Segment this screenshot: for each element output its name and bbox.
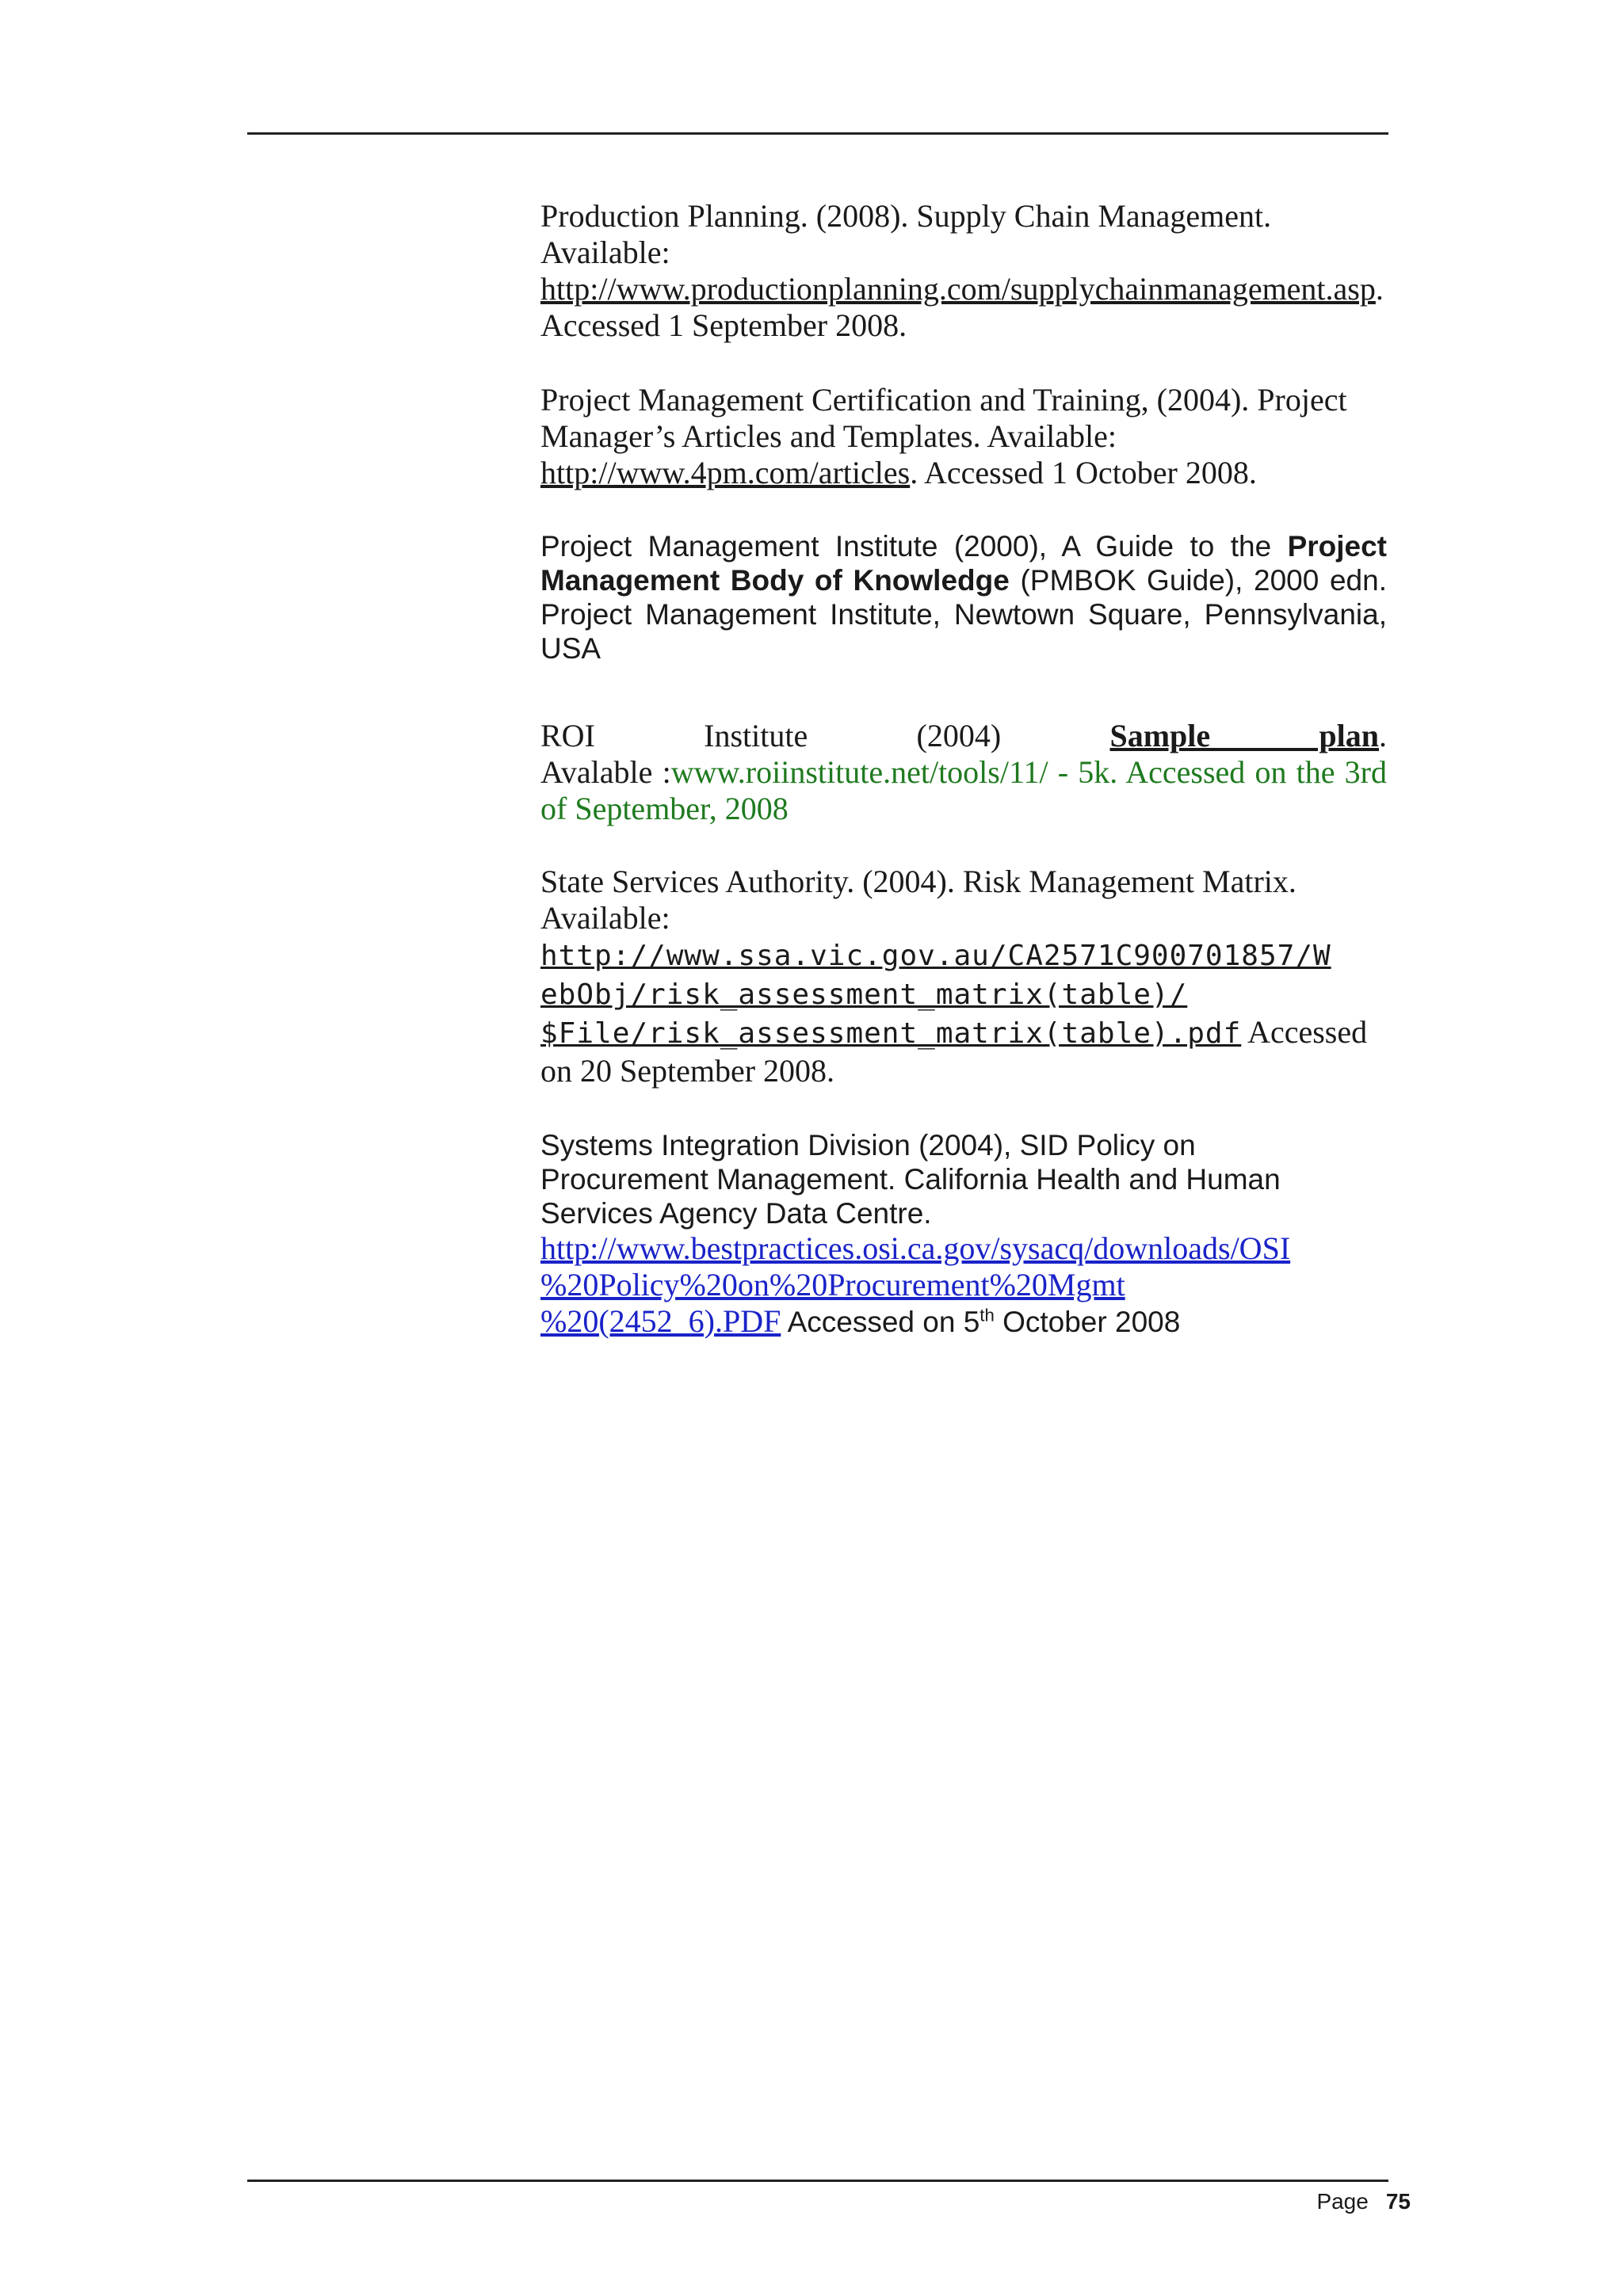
reference-pm-certification	[540, 382, 1387, 491]
reference-text: Project Management Certification and Training, (2004). Project Manager’s Articles and Templates. Available:	[540, 382, 1347, 454]
reference-tail: Accessed on 20 September 2008.	[540, 1014, 1368, 1089]
reference-tail-sup: th	[980, 1305, 995, 1325]
page-label: Page	[1316, 2189, 1369, 2214]
reference-link-line1[interactable]: http://www.ssa.vic.gov.au/CA2571C900701857/W	[540, 940, 1331, 972]
reference-tail	[781, 1306, 1180, 1338]
reference-pmi	[540, 529, 1387, 666]
reference-green-text: www.roiinstitute.net/tools/11/ - 5k. Accessed on the 3rd of September, 2008	[540, 754, 1387, 826]
reference-title-link[interactable]: Sample plan	[1109, 718, 1380, 753]
reference-title: Project Management Body of Knowledge	[540, 530, 1387, 597]
reference-tail-after: October 2008	[994, 1306, 1181, 1338]
reference-sid	[540, 1128, 1387, 1340]
reference-tail: . Accessed 1 September 2008.	[540, 271, 1384, 343]
reference-text: Project Management Institute (2000), A Guide to the	[540, 530, 1288, 563]
reference-link-line2[interactable]: ebObj/risk_assessment_matrix(table)/	[540, 978, 1188, 1011]
reference-available-label: Avalable :	[540, 754, 671, 790]
page-number: 75	[1385, 2189, 1411, 2214]
reference-tail: . Accessed 1 October 2008.	[910, 455, 1257, 490]
reference-text: Systems Integration Division (2004), SID Policy on Procurement Management. California Health and Human Services Agency Data Centre.	[540, 1129, 1281, 1230]
reference-link-line1[interactable]: http://www.bestpractices.osi.ca.gov/sysacq/downloads/OSI	[540, 1230, 1291, 1266]
reference-link-line3[interactable]: %20(2452_6).PDF	[540, 1303, 781, 1339]
reference-text: Production Planning. (2008). Supply Chain Management. Available:	[540, 198, 1272, 270]
reference-author: ROI	[540, 718, 595, 753]
reference-roi-line1	[540, 718, 1387, 754]
reference-tail-before: Accessed on 5	[781, 1306, 980, 1338]
reference-sid-links	[540, 1230, 1387, 1340]
reference-roi-line2	[540, 754, 1387, 827]
reference-text: State Services Authority. (2004). Risk Management Matrix. Available:	[540, 864, 1296, 936]
reference-link[interactable]: http://www.4pm.com/articles	[540, 455, 911, 490]
reference-link[interactable]: http://www.productionplanning.com/supplychainmanagement.asp	[540, 271, 1376, 307]
reference-production-planning	[540, 198, 1387, 344]
reference-ssa	[540, 864, 1387, 1089]
header-rule	[247, 132, 1388, 135]
reference-org: Institute	[704, 718, 808, 753]
reference-roi	[540, 718, 1387, 827]
page-footer	[1316, 2189, 1411, 2214]
reference-text-after: (PMBOK Guide), 2000 edn. Project Management Institute, Newtown Square, Pennsylvania, USA	[540, 564, 1387, 665]
footer-rule	[247, 2180, 1388, 2182]
reference-year: (2004)	[916, 718, 1002, 753]
reference-period: .	[1379, 718, 1388, 753]
reference-link-line2[interactable]: %20Policy%20on%20Procurement%20Mgmt	[540, 1267, 1125, 1302]
reference-link-line3[interactable]: $File/risk_assessment_matrix(table).pdf	[540, 1017, 1242, 1050]
